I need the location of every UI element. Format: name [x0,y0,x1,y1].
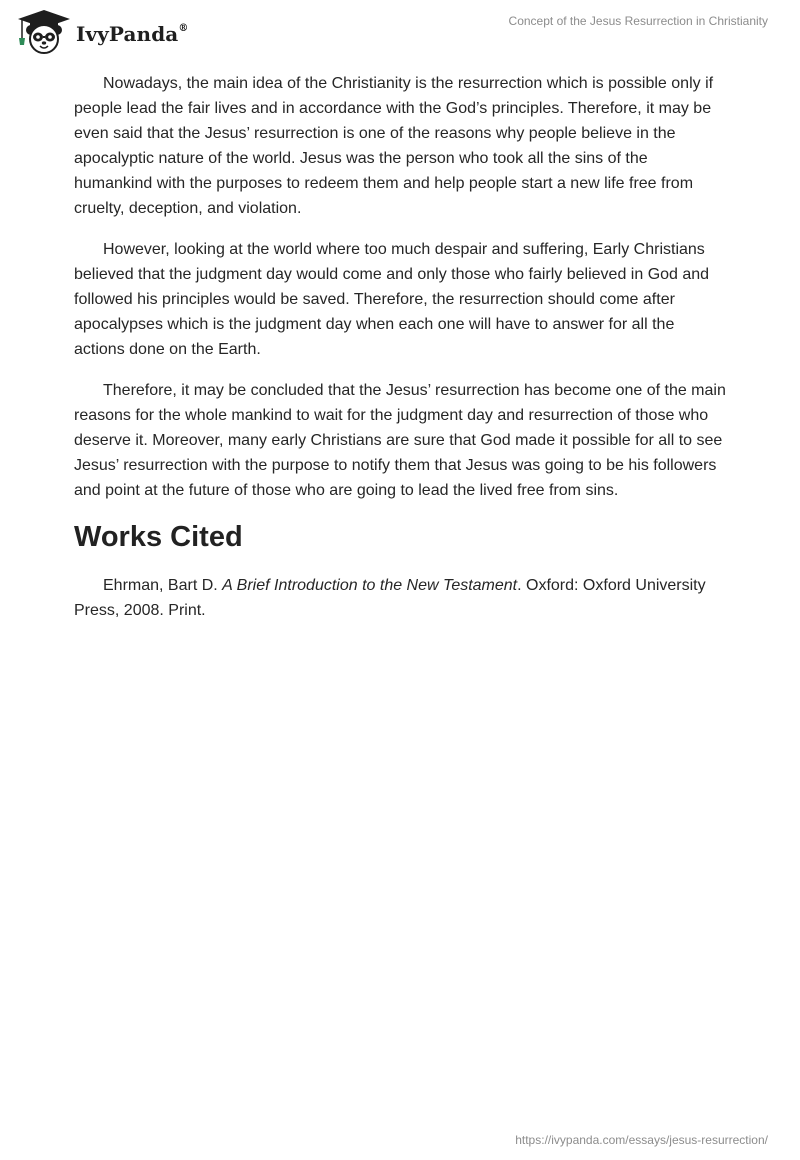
body-paragraph: Therefore, it may be concluded that the Jesus’ resurrection has become one of the main reasons for the whole mankind to wait for the judgment day and resurrection of those who deserve it. Moreover, many early Christians are sure that God made it possible for all to see Jesus’ resurrection with the purpose to notify them that Jesus was going to be his followers and point at the future of those who are going to lead the lived free from sins. [74,382,726,499]
body-paragraph: However, looking at the world where too much despair and suffering, Early Christians believed that the judgment day would come and only those who fairly believed in God and followed his principles would be saved. Therefore, the resurrection should come after apocalypses which is the judgment day when each one will have to answer for all the actions done on the Earth. [74,241,710,358]
citation-author: Ehrman, Bart D. [103,577,223,594]
citation-title: A Brief Introduction to the New Testament [222,577,518,594]
brand-text: IvyPanda [76,22,179,46]
registered-mark: ® [178,23,189,35]
ivypanda-logo[interactable] [14,8,188,56]
citation-publisher: . Oxford: Oxford University Press, 2008. Print. [74,577,706,619]
document-title: Concept of the Jesus Resurrection in Christianity [508,14,768,28]
panda-graduate-icon [14,8,74,56]
citation-entry [74,573,728,623]
works-cited-heading: Works Cited [74,521,243,553]
brand-name [76,22,188,46]
source-url-link[interactable]: https://ivypanda.com/essays/jesus-resurrection/ [515,1133,768,1147]
essay-content [74,71,728,623]
page-header [0,0,800,60]
body-paragraph: Nowadays, the main idea of the Christianity is the resurrection which is possible only if people lead the fair lives and in accordance with the God’s principles. Therefore, it may be even said that the Jesus’ resurrection is one of the reasons why people believe in the apocalyptic nature of the world. Jesus was the person who took all the sins of the humankind with the purposes to redeem them and help people start a new life free from cruelty, deception, and violation. [74,75,714,217]
